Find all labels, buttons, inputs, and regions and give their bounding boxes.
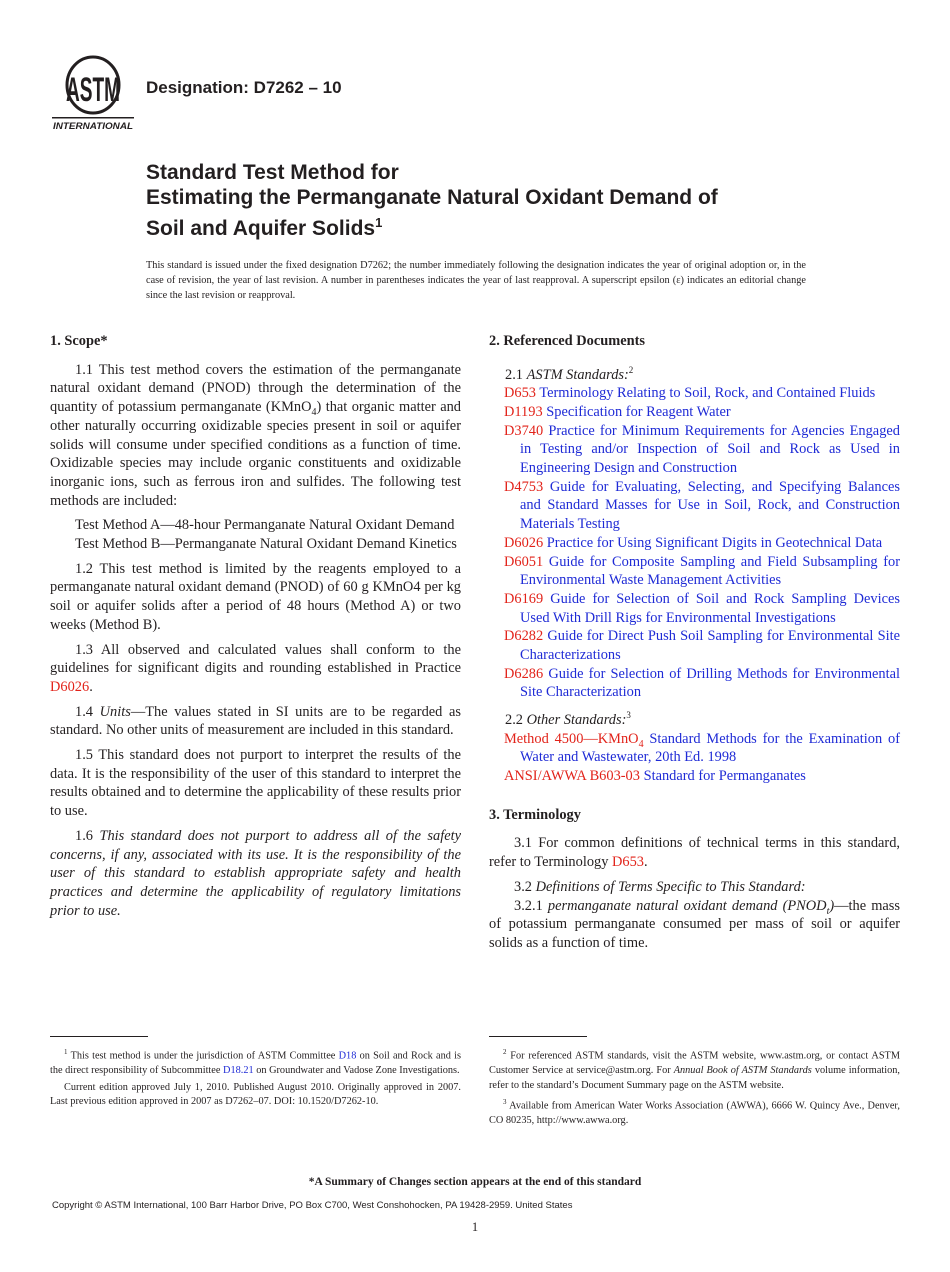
reference-title[interactable]: Practice for Minimum Requirements for Agencies Engaged in Testing and/or Inspection of Soil and Rock as Used in Engineering Design and Construction [520, 422, 900, 477]
text: —The values stated in SI units are to be regarded as standard. No other units of measurement are included in this standard. [50, 703, 461, 739]
svg-text:ASTM: ASTM [66, 71, 120, 109]
reference-code[interactable]: D6026 [504, 534, 544, 551]
method-b: Test Method B—Permanganate Natural Oxidant Demand Kinetics [75, 536, 457, 553]
link-d653[interactable]: D653 [612, 854, 644, 871]
text: This test method is under the jurisdiction of ASTM Committee [70, 1050, 339, 1062]
text: 3.2 [514, 878, 536, 895]
reference-title[interactable]: Guide for Selection of Drilling Methods for Environmental Site Characterization [520, 665, 900, 701]
footnote-2 [489, 1045, 900, 1093]
section-heading-referenced-documents: 2. Referenced Documents [489, 333, 645, 349]
designation: Designation: D7262 – 10 [146, 78, 342, 97]
text: ASTM Standards: [526, 366, 629, 383]
summary-of-changes-note: *A Summary of Changes section appears at the end of this standard [308, 1176, 642, 1188]
reference-code[interactable]: D653 [504, 385, 536, 402]
paragraph-1-4 [50, 703, 461, 740]
text: 2.1 [505, 366, 527, 383]
reference-item[interactable] [489, 534, 900, 553]
text: Available from American Water Works Association (AWWA), 6666 W. Quincy Ave., Denver, CO 80235, http://www.awwa.org. [489, 1100, 900, 1127]
text: volume information, refer to the standard’s Document Summary page on the ASTM website. [489, 1065, 900, 1091]
reference-item[interactable] [489, 627, 900, 664]
other-standards-label [489, 706, 900, 730]
link-d18[interactable]: D18 [338, 1050, 357, 1062]
reference-title[interactable]: Standard Methods for the Examination of Water and Wastewater, 20th Ed. 1998 [520, 730, 900, 766]
page-number: 1 [471, 1220, 479, 1234]
reference-item[interactable] [489, 730, 900, 767]
reference-code[interactable]: D6051 [504, 553, 544, 570]
reference-title[interactable]: Guide for Direct Push Soil Sampling for Environmental Site Characterizations [520, 628, 900, 664]
footnote-mark: 2 [503, 1048, 507, 1056]
text: Units [99, 703, 131, 720]
subscript: t [826, 905, 830, 917]
text: 1.4 [75, 703, 100, 720]
paragraph-3-2 [489, 878, 900, 897]
footnote-divider [50, 1036, 148, 1037]
paragraph-3-1 [489, 834, 900, 871]
reference-code[interactable]: D6286 [504, 665, 544, 682]
title-text: Soil and Aquifer Solids [146, 217, 376, 240]
text: Annual Book of ASTM Standards [673, 1065, 812, 1077]
footnote-1 [50, 1045, 461, 1079]
title-line-3 [146, 210, 718, 241]
footnote-mark: 3 [626, 710, 631, 721]
left-column [50, 332, 461, 926]
footnote-mark: 3 [503, 1098, 507, 1107]
section-heading-terminology: 3. Terminology [489, 806, 581, 823]
reference-code[interactable]: D6282 [504, 628, 544, 645]
footnote-divider [489, 1036, 587, 1037]
text: on Soil and Rock and is the direct responsibility of Subcommittee [50, 1050, 462, 1077]
footnote-mark: 1 [375, 215, 383, 230]
text: —the mass of potassium permanganate consumed per mass of soil or aquifer solids as a function of time. [489, 897, 901, 951]
standard-notice: This standard is issued under the fixed designation D7262; the number immediately following the designation indicates the year of original adoption or, in the case of revision, the year of last revision. A number in parentheses indicates the year of last reapproval. A superscript epsilon (ε) indicates an editorial change since the last revision or reapproval. [146, 260, 806, 301]
text: This standard does not purport to address all of the safety concerns, if any, associated with its use. It is the responsibility of the user of this standard to establish appropriate safety and health practices and determine the applicability of regulatory limitations prior to use. [50, 827, 461, 919]
text: Other Standards: [526, 711, 627, 728]
copyright: Copyright © ASTM International, 100 Barr Harbor Drive, PO Box C700, West Conshohocken, PA 19428-2959. United States [52, 1200, 573, 1211]
text: 3.1 For common definitions of technical terms in this standard, refer to Terminology [489, 835, 900, 871]
text: permanganate natural oxidant demand (PNOD [547, 897, 827, 914]
reference-item[interactable] [489, 403, 900, 422]
reference-item[interactable] [489, 422, 900, 478]
title-line-2: Estimating the Permanganate Natural Oxidant Demand of [146, 186, 718, 209]
footnote-mark: 1 [64, 1048, 68, 1056]
text: ) that organic matter and other naturally occurring oxidizable species present in soil or aquifer solids will consume under specified conditions as a function of time. Oxidizable species may include organic constituents and oxidizable inorganic ions, such as ferrous iron and sulfides. The following test methods are included: [50, 399, 461, 509]
edition-note: Current edition approved July 1, 2010. Published August 2010. Originally approved in 2007. Last previous edition approved in 2007 as D7262–07. DOI: 10.1520/D7262-10. [50, 1081, 461, 1108]
reference-title[interactable]: Guide for Evaluating, Selecting, and Specifying Balances and Standard Masses for Use in Soil, Rock, and Construction Materials Testing [520, 478, 900, 533]
reference-item[interactable] [489, 665, 900, 702]
text: . [644, 854, 648, 871]
text: For referenced ASTM standards, visit the ASTM website, www.astm.org, or contact ASTM Customer Service at service@astm.org. For [489, 1050, 900, 1077]
reference-title[interactable]: Terminology Relating to Soil, Rock, and Contained Fluids [539, 385, 876, 402]
reference-title[interactable]: Guide for Composite Sampling and Field Subsampling for Environmental Waste Management Activities [520, 553, 900, 589]
reference-item[interactable] [489, 553, 900, 590]
astm-reference-list [489, 384, 900, 702]
footnotes-right [489, 1045, 900, 1131]
right-column [489, 332, 900, 959]
text: 1.1 This test method covers the estimation of the permanganate natural oxidant demand (PNOD) through the determination of the quantity of potassium permanganate (KMnO [50, 361, 461, 416]
section-heading-scope: 1. Scope* [50, 333, 108, 349]
reference-title[interactable]: Standard for Permanganates [643, 768, 806, 785]
paragraph-1-6 [50, 827, 461, 921]
reference-code[interactable]: ANSI/AWWA B603-03 [504, 768, 640, 785]
paragraph-1-1 [50, 361, 461, 511]
reference-item[interactable] [489, 384, 900, 403]
reference-title[interactable]: Practice for Using Significant Digits in Geotechnical Data [546, 534, 883, 551]
reference-title[interactable]: Specification for Reagent Water [546, 403, 731, 420]
reference-item[interactable] [489, 478, 900, 534]
reference-code[interactable] [504, 730, 644, 750]
text: 3.2.1 [514, 897, 548, 914]
method-a: Test Method A—48-hour Permanganate Natural Oxidant Demand [75, 517, 455, 534]
text: Method 4500—KMnO [504, 730, 639, 747]
reference-code[interactable]: D6169 [504, 590, 544, 607]
subscript: 4 [638, 738, 644, 750]
paragraph-3-2-1 [489, 897, 900, 953]
footnotes-left [50, 1045, 461, 1112]
link-d18-21[interactable]: D18.21 [223, 1065, 254, 1077]
link-d6026[interactable]: D6026 [50, 678, 90, 695]
paragraph-1-3 [50, 641, 461, 697]
footnote-3 [489, 1095, 900, 1129]
reference-item[interactable] [489, 590, 900, 627]
astm-standards-label [489, 361, 900, 385]
text: 1.3 All observed and calculated values shall conform to the guidelines for significant digits and rounding established in Practice [50, 641, 461, 677]
title-line-1: Standard Test Method for [146, 161, 399, 184]
reference-item[interactable] [489, 767, 900, 786]
reference-code[interactable]: D1193 [504, 403, 543, 420]
astm-logo [52, 55, 134, 133]
footnote-mark: 2 [628, 364, 634, 375]
text: ) [829, 897, 835, 914]
subscript: 4 [311, 406, 317, 418]
text: on Groundwater and Vadose Zone Investigations. [253, 1065, 460, 1077]
reference-code[interactable]: D3740 [504, 422, 544, 439]
reference-title[interactable]: Guide for Selection of Soil and Rock Sampling Devices Used With Drill Rigs for Environmental Investigations [520, 590, 900, 626]
text: 1.6 [75, 827, 100, 844]
svg-text:INTERNATIONAL: INTERNATIONAL [53, 121, 133, 131]
text: Definitions of Terms Specific to This Standard: [535, 878, 806, 895]
paragraph-1-2: 1.2 This test method is limited by the reagents employed to a permanganate natural oxidant demand (PNOD) of 60 g KMnO4 per kg soil or aquifer solids after a period of 48 hours (Method A) or two weeks (Method B). [50, 560, 461, 633]
paragraph-1-5: 1.5 This standard does not purport to interpret the results of the data. It is the responsibility of the user of this standard to interpret the results obtained and to determine the applicability of these results prior to use. [50, 747, 461, 820]
reference-code[interactable]: D4753 [504, 478, 544, 495]
document-title [146, 160, 718, 241]
text: 2.2 [505, 711, 527, 728]
text: . [89, 678, 93, 695]
